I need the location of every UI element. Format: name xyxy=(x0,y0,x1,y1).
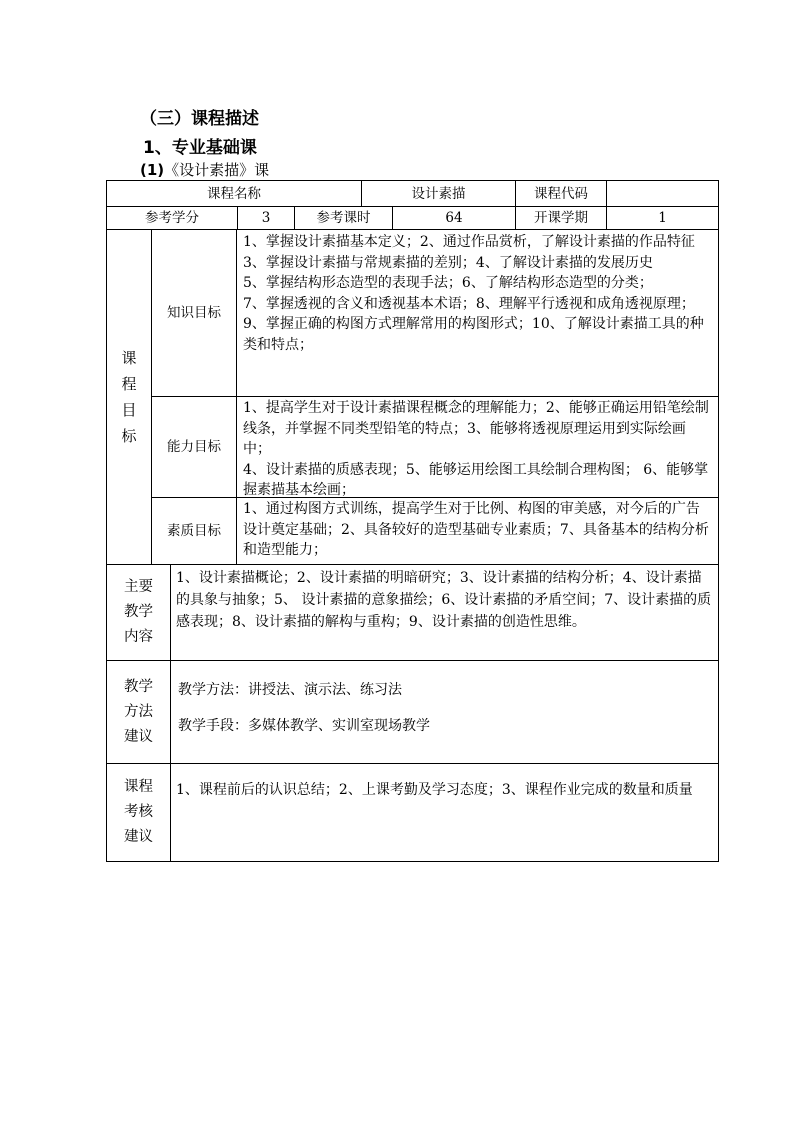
table-border-bottom xyxy=(106,861,719,862)
course-code-value xyxy=(607,181,718,206)
content-label-cell xyxy=(107,565,170,660)
content-label: 主要教学内容 xyxy=(124,579,153,645)
credit-value: 3 xyxy=(261,210,271,226)
assessment-label: 课程考核建议 xyxy=(124,779,153,845)
assessment-label-cell xyxy=(107,764,170,861)
col-divider xyxy=(236,229,237,565)
row-divider xyxy=(106,564,719,565)
col-divider xyxy=(170,564,171,862)
semester-value: 1 xyxy=(658,210,667,226)
category-heading: 1、专业基础课 xyxy=(143,138,257,158)
course-title: 《设计素描》课 xyxy=(164,161,270,179)
objectives-label: 课程目标 xyxy=(121,349,137,445)
section-heading: （三）课程描述 xyxy=(140,109,259,129)
methods-label-cell xyxy=(107,661,170,763)
quality-label: 素质目标 xyxy=(167,523,221,539)
course-name-label: 课程名称 xyxy=(207,185,261,202)
objectives-label-cell xyxy=(107,230,151,564)
course-code-label: 课程代码 xyxy=(534,185,588,202)
credit-label: 参考学分 xyxy=(145,210,199,226)
content-text: 1、设计素描概论；2、设计素描的明暗研究；3、设计素描的结构分析；4、设计素描的具象与抽象；5、 设计素描的意象描绘；6、设计素描的矛盾空间；7、设计素描的质感表现；8、设计素描的解构与重构；9、设计素描的创造性思维。 xyxy=(176,570,712,630)
hours-value: 64 xyxy=(445,210,463,226)
methods-label: 教学方法建议 xyxy=(124,678,153,745)
row-divider xyxy=(106,763,719,764)
table-border-right xyxy=(718,180,719,862)
course-number: (1) xyxy=(140,161,165,179)
course-heading xyxy=(140,159,269,180)
knowledge-text: 1、掌握设计素描基本定义；2、通过作品赏析，了解设计素描的作品特征 3、掌握设计素描与常规素描的差别；4、了解设计素描的发展历史 5、掌握结构形态造型的表现手法；6、了解结构形态造型的分类； 7、掌握透视的含义和透视基本术语；8、理解平行透视和成角透视原理； 9、掌握正确的构图方式理解常用的构图形式；10、了解设计素描工具的种类和特点； xyxy=(243,234,704,353)
row-divider xyxy=(106,660,719,661)
methods-line1: 教学方法：讲授法、演示法、练习法 xyxy=(178,682,402,698)
assessment-text: 1、课程前后的认识总结；2、上课考勤及学习态度；3、课程作业完成的数量和质量 xyxy=(176,782,693,798)
hours-label: 参考课时 xyxy=(316,210,371,226)
knowledge-label: 知识目标 xyxy=(167,305,221,321)
semester-label: 开课学期 xyxy=(534,210,588,226)
course-name-value: 设计素描 xyxy=(411,185,466,202)
quality-text: 1、通过构图方式训练，提高学生对于比例、构图的审美感，对今后的广告设计奠定基础；2、具备较好的造型基础专业素质；7、具备基本的结构分析和造型能力； xyxy=(243,501,709,558)
ability-text: 1、提高学生对于设计素描课程概念的理解能力；2、能够正确运用铅笔绘制线条，并掌握不同类型铅笔的特点；3、能够将透视原理运用到实际绘画中； 4、设计素描的质感表现；5、能够运用绘图工具绘制合理构图； 6、能够掌握素描基本绘画； xyxy=(243,400,709,498)
methods-line2: 教学手段：多媒体教学、实训室现场教学 xyxy=(178,718,430,734)
ability-label: 能力目标 xyxy=(167,439,221,455)
